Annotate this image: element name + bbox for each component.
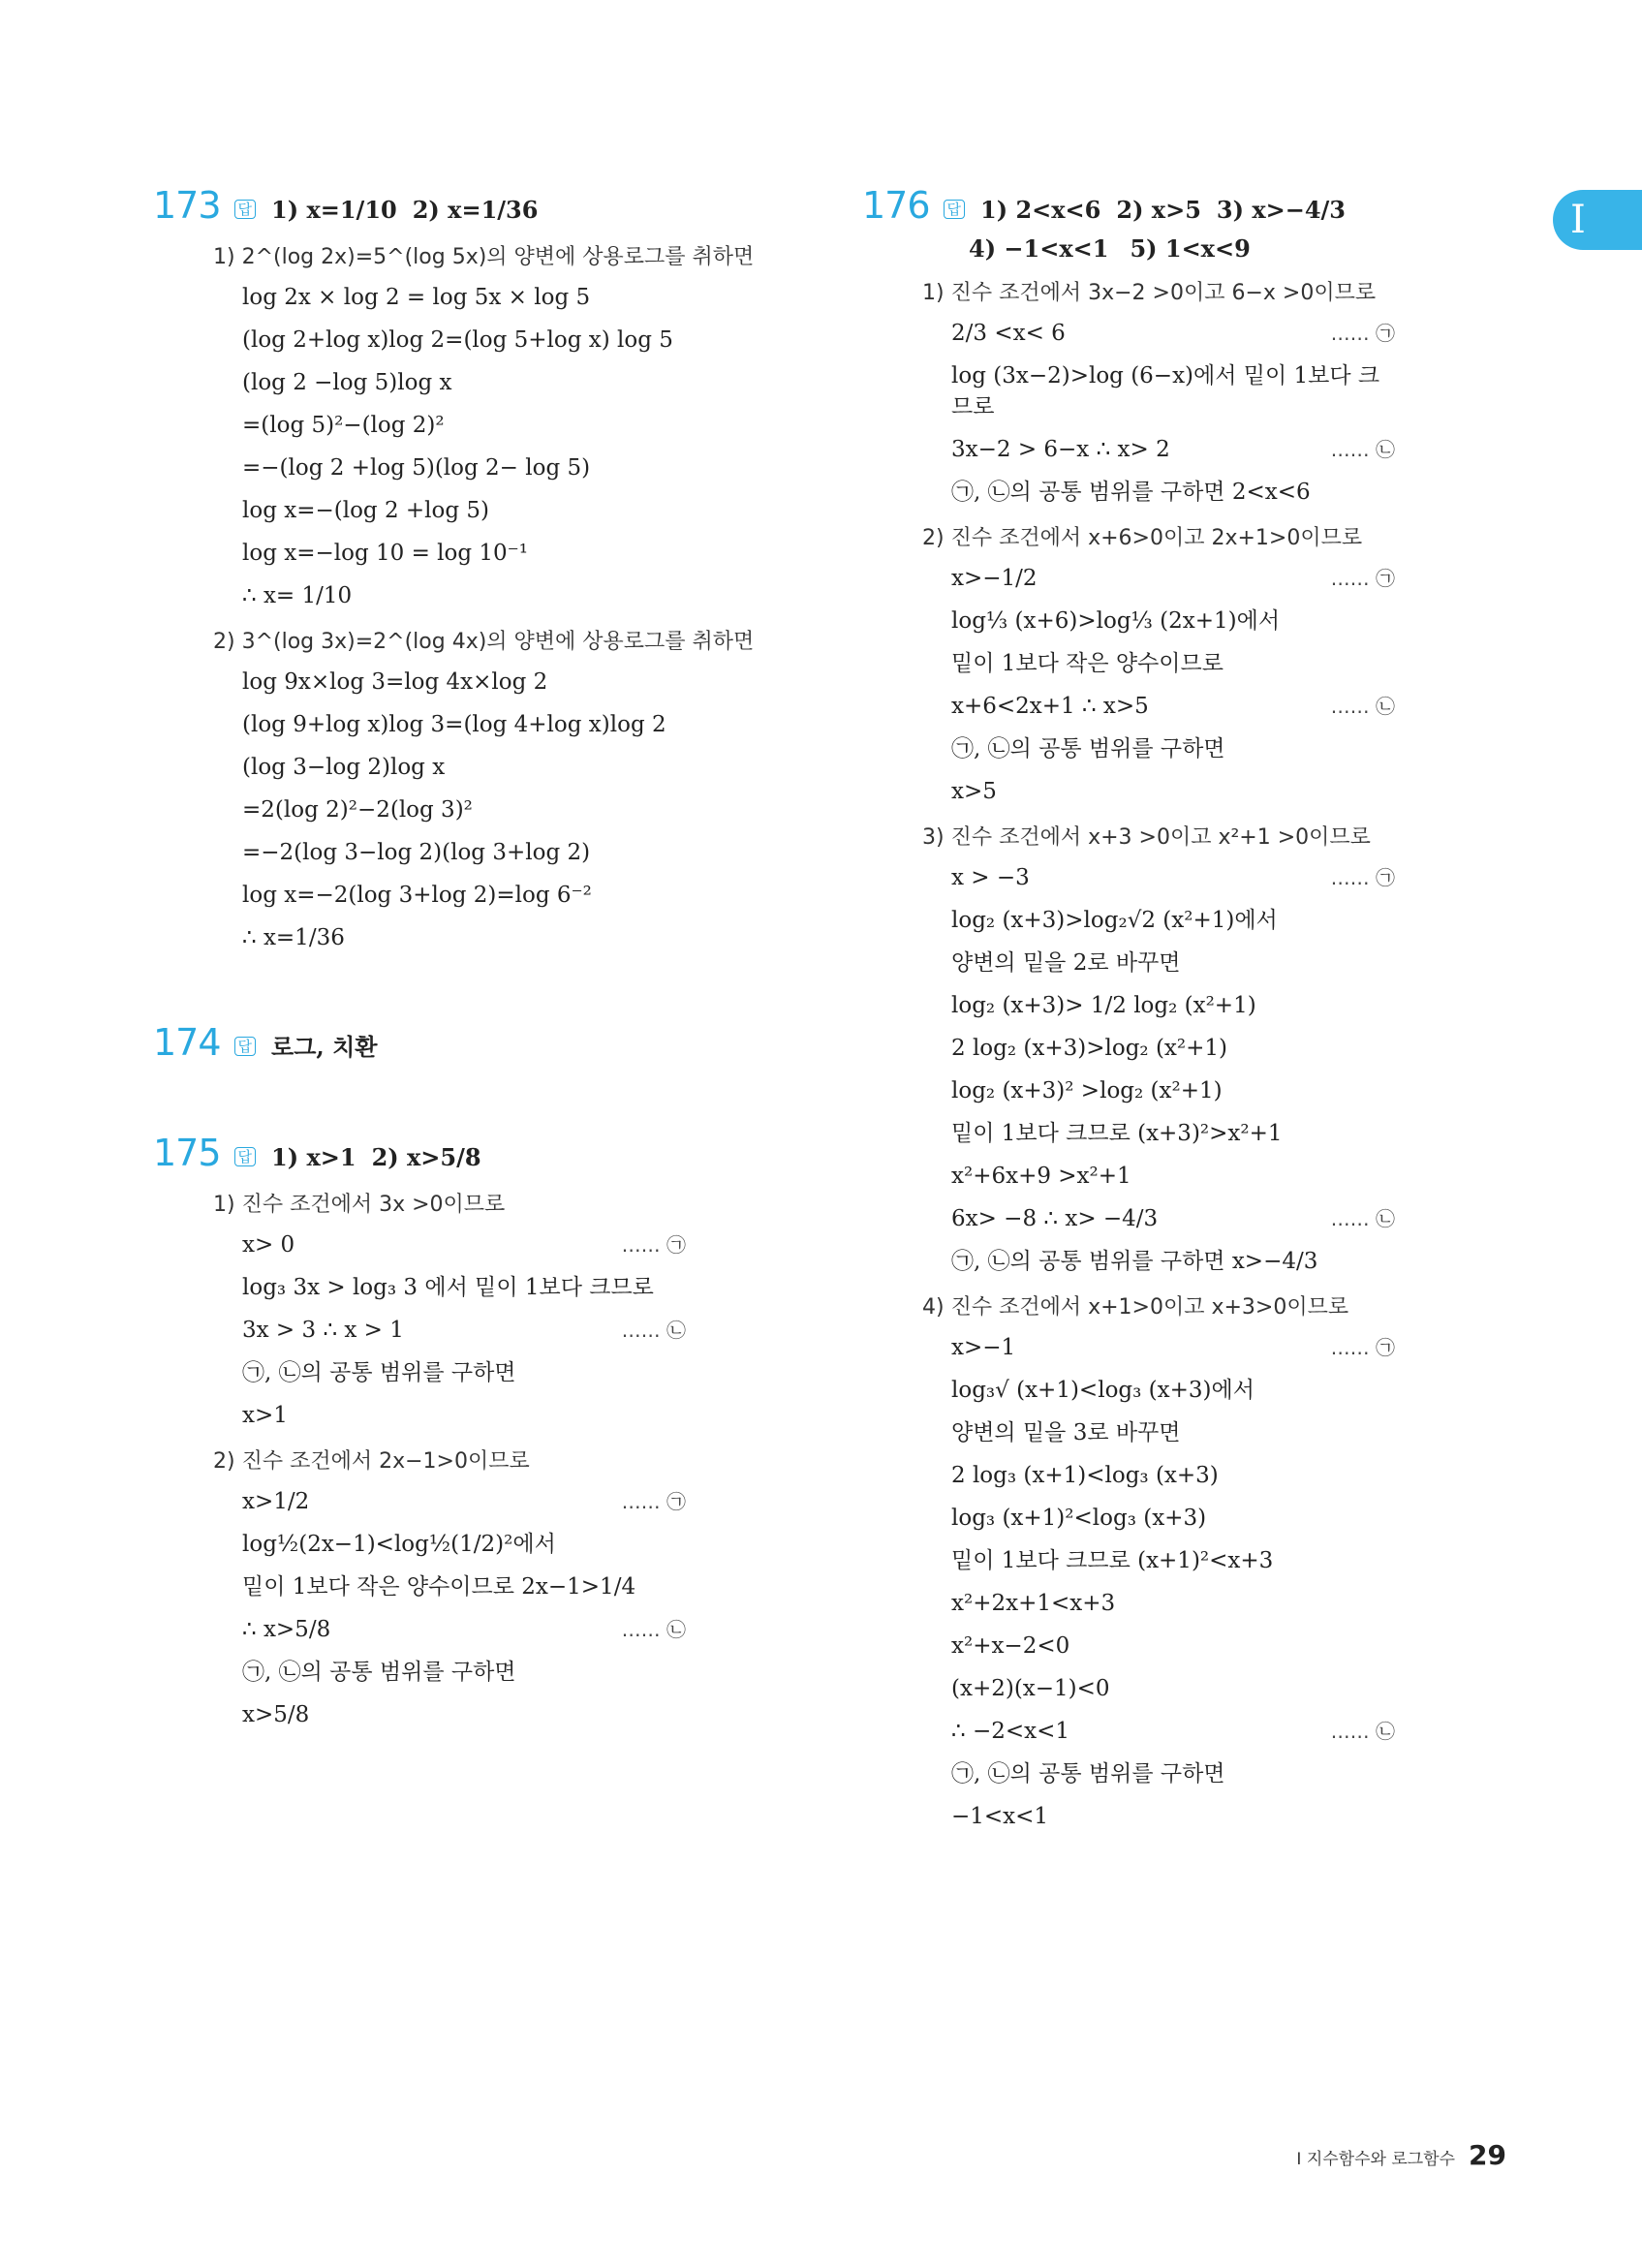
solution-line [951,776,1540,807]
solution-line-text: log x=−(log 2 +log 5) [242,498,490,523]
solution-line-text: x>1 [242,1403,288,1428]
answer: 3) x>−4/3 [1216,196,1347,224]
page-number: 29 [1469,2139,1506,2171]
solution-line-text: ∴ x=1/36 [242,925,345,950]
solution-line [951,1460,1540,1491]
solution-line-text: x²+x−2<0 [951,1633,1070,1659]
solution-line-text: 밑이 1보다 작은 양수이므로 [951,651,1224,676]
solution-line-text: 밑이 1보다 크므로 (x+1)²<x+3 [951,1548,1274,1573]
solution-line [242,1657,831,1688]
solution-line [951,1545,1540,1576]
answer-badge: 답 [234,200,257,219]
solution-line-text: log (3x−2)>log (6−x)에서 밑이 1보다 크므로 [951,363,1380,419]
solution-line-text: 3x−2 > 6−x ∴ x> 2 [951,437,1170,462]
solution-line [951,1631,1540,1662]
solution-line [242,794,831,825]
solution-line [242,1315,831,1346]
solution-line [951,691,1540,722]
answer: 로그, 치환 [271,1033,378,1061]
equation-marker: …… ㉡ [621,1618,686,1641]
solution-line-text: log x=−log 10 = log 10⁻¹ [242,541,529,566]
solution-line [951,1801,1540,1832]
answer: 2) x>5/8 [371,1143,481,1171]
solution-line-text: x+6<2x+1 ∴ x>5 [951,694,1149,719]
solution-line [951,1758,1540,1789]
chapter-tab: I [1553,190,1642,250]
answer: 4) −1<x<1 [969,234,1109,263]
solution-line [951,360,1540,422]
solution-line [951,1588,1540,1619]
solution-line-text: x> 0 [242,1232,295,1258]
problem-number: 175 [153,1132,221,1174]
solution-part-title: 1) 진수 조건에서 3x−2 >0이고 6−x >0이므로 [922,281,1377,305]
problem-header [153,1132,831,1174]
answer-badge: 답 [234,1037,257,1056]
solution-line [242,1699,831,1730]
solution-line-text: log₃ (x+1)²<log₃ (x+3) [951,1506,1207,1531]
solution-line-text: log₂ (x+3)>log₂√2 (x²+1)에서 [951,908,1278,933]
solution-line-text: log₂ (x+3)² >log₂ (x²+1) [951,1078,1223,1103]
problem-number: 173 [153,184,221,227]
solution-line [242,837,831,868]
solution-line [242,1357,831,1388]
solution-line [951,477,1540,508]
solution-part [153,1188,831,1431]
equation-marker: …… ㉡ [1330,1720,1395,1743]
problem-header [153,184,831,227]
solution-line-text: ㉠, ㉡의 공통 범위를 구하면 x>−4/3 [951,1249,1318,1274]
solution-line-text: (x+2)(x−1)<0 [951,1676,1110,1701]
solution-part-title: 4) 진수 조건에서 x+1>0이고 x+3>0이므로 [922,1295,1349,1320]
solution-line-text: 6x> −8 ∴ x> −4/3 [951,1206,1159,1231]
solution-line-text: log₃√ (x+1)<log₃ (x+3)에서 [951,1378,1255,1403]
solution-line [242,752,831,783]
answer: 5) 1<x<9 [1130,234,1251,263]
problem-number: 176 [862,184,930,227]
solution-line-text: x²+6x+9 >x²+1 [951,1164,1131,1189]
solution-line [951,1673,1540,1704]
solution-line [951,948,1540,979]
solution-line-text: ㉠, ㉡의 공통 범위를 구하면 [242,1660,516,1685]
equation-marker: …… ㉡ [1330,1207,1395,1230]
solution-line-text: log½(2x−1)<log½(1/2)²에서 [242,1532,556,1557]
solution-part-title: 2) 진수 조건에서 2x−1>0이므로 [213,1449,530,1474]
solution-line [242,667,831,698]
equation-marker: …… ㉠ [621,1490,686,1513]
solution-line-text: −1<x<1 [951,1804,1049,1829]
solution-line-text: x>5/8 [242,1702,310,1727]
solution-line-text: (log 2 −log 5)log x [242,370,452,395]
answer-badge: 답 [234,1147,257,1166]
solution-line [951,1075,1540,1106]
answer: 1) x=1/10 [271,196,397,224]
solution-line-text: (log 2+log x)log 2=(log 5+log x) log 5 [242,327,673,353]
solution-line-text: ∴ x>5/8 [242,1617,331,1642]
solution-line-text: log x=−2(log 3+log 2)=log 6⁻² [242,883,592,908]
answer-line [969,234,1540,263]
equation-marker: …… ㉡ [1330,695,1395,718]
solution-part [862,276,1540,508]
solution-line [242,538,831,569]
solution-line-text: ㉠, ㉡의 공통 범위를 구하면 [242,1360,516,1385]
solution-line [951,1118,1540,1149]
solution-line [242,1486,831,1517]
solution-part-title: 3) 진수 조건에서 x+3 >0이고 x²+1 >0이므로 [922,825,1371,850]
answer: 2) x>5 [1116,196,1201,224]
solution-line [242,1272,831,1303]
equation-marker: …… ㉠ [621,1233,686,1257]
solution-line [951,606,1540,637]
problem-174 [153,1021,831,1064]
solution-part-title: 2) 3^(log 3x)=2^(log 4x)의 양변에 상용로그를 취하면 [213,630,755,654]
solution-line-text: =2(log 2)²−2(log 3)² [242,797,473,823]
solution-line [951,1161,1540,1192]
footer-chapter: I 지수함수와 로그함수 [1296,2150,1456,2169]
equation-marker: …… ㉠ [1330,1336,1395,1359]
solution-part-title: 2) 진수 조건에서 x+6>0이고 2x+1>0이므로 [922,526,1363,550]
solution-line-text: 양변의 밑을 2로 바꾸면 [951,950,1181,976]
equation-marker: …… ㉠ [1330,322,1395,345]
solution-line [951,1375,1540,1406]
solution-line [242,495,831,526]
solution-line [242,1529,831,1560]
solution-line [242,1571,831,1602]
solution-line [242,367,831,398]
solution-line [951,1246,1540,1277]
solution-line [242,1400,831,1431]
answer: 1) 2<x<6 [980,196,1101,224]
solution-part-title: 1) 진수 조건에서 3x >0이므로 [213,1193,506,1217]
solution-line-text: ∴ −2<x<1 [951,1719,1069,1744]
problem-176 [862,184,1540,1832]
solution-line-text: log₂ (x+3)> 1/2 log₂ (x²+1) [951,993,1256,1018]
equation-marker: …… ㉡ [1330,438,1395,461]
solution-line-text: 밑이 1보다 크므로 (x+3)²>x²+1 [951,1121,1283,1146]
solution-line-text: x > −3 [951,865,1030,890]
solution-line [951,1203,1540,1234]
solution-line [242,410,831,441]
solution-line-text: x²+2x+1<x+3 [951,1591,1116,1616]
solution-line-text: 2 log₃ (x+1)<log₃ (x+3) [951,1463,1219,1488]
solution-line [242,452,831,483]
solution-line [242,709,831,740]
solution-line [951,990,1540,1021]
solution-line-text: 2/3 <x< 6 [951,321,1066,346]
solution-line [951,318,1540,349]
equation-marker: …… ㉡ [621,1319,686,1342]
solution-line [242,1614,831,1645]
solution-line [951,862,1540,893]
solution-part [862,821,1540,1277]
problem-number: 174 [153,1021,221,1064]
solution-line-text: 밑이 1보다 작은 양수이므로 2x−1>1/4 [242,1574,636,1600]
solution-line-text: x>5 [951,779,997,804]
solution-line [951,1716,1540,1747]
equation-marker: …… ㉠ [1330,866,1395,889]
solution-line-text: =(log 5)²−(log 2)² [242,413,445,438]
left-column [153,184,831,1798]
answer-badge: 답 [944,200,966,219]
solution-line-text: x>−1/2 [951,566,1038,591]
solution-line [242,325,831,356]
solution-line [951,1332,1540,1363]
solution-line-text: 2 log₂ (x+3)>log₂ (x²+1) [951,1036,1227,1061]
answer: 1) x>1 [271,1143,356,1171]
solution-line-text: 3x > 3 ∴ x > 1 [242,1318,404,1343]
solution-line [951,1417,1540,1448]
solution-line-text: =−2(log 3−log 2)(log 3+log 2) [242,840,591,865]
solution-line-text: x>1/2 [242,1489,310,1514]
solution-part [153,240,831,611]
solution-line-text: ㉠, ㉡의 공통 범위를 구하면 [951,1761,1225,1786]
solution-line [951,434,1540,465]
solution-line-text: ∴ x= 1/10 [242,583,353,608]
solution-line [242,922,831,953]
solution-part [153,1445,831,1730]
solution-line-text: =−(log 2 +log 5)(log 2− log 5) [242,455,591,481]
solution-line [242,1229,831,1260]
solution-part [862,521,1540,807]
solution-line [951,1503,1540,1534]
solution-line [951,733,1540,764]
problem-header [862,184,1540,227]
solution-line [242,282,831,313]
solution-line [951,905,1540,936]
solution-line [951,563,1540,594]
solution-part [862,1290,1540,1832]
solution-line-text: log 2x × log 2 = log 5x × log 5 [242,285,591,310]
solution-line-text: log 9x×log 3=log 4x×log 2 [242,669,548,695]
solution-line-text: 양변의 밑을 3로 바꾸면 [951,1420,1181,1445]
solution-line [242,580,831,611]
solution-line-text: ㉠, ㉡의 공통 범위를 구하면 2<x<6 [951,480,1311,505]
footer [1296,2139,1506,2171]
problem-173 [153,184,831,953]
solution-part [153,625,831,953]
problem-175 [153,1132,831,1730]
solution-line-text: log⅓ (x+6)>log⅓ (2x+1)에서 [951,608,1281,634]
right-column [862,184,1540,1900]
solution-part-title: 1) 2^(log 2x)=5^(log 5x)의 양변에 상용로그를 취하면 [213,245,755,269]
problem-header [153,1021,831,1064]
solution-line [951,1033,1540,1064]
solution-line-text: ㉠, ㉡의 공통 범위를 구하면 [951,736,1225,761]
solution-line [951,648,1540,679]
solution-line-text: x>−1 [951,1335,1016,1360]
solution-line-text: (log 9+log x)log 3=(log 4+log x)log 2 [242,712,666,737]
solution-line-text: (log 3−log 2)log x [242,755,446,780]
solution-line-text: log₃ 3x > log₃ 3 에서 밑이 1보다 크므로 [242,1275,654,1300]
answer: 2) x=1/36 [412,196,539,224]
equation-marker: …… ㉠ [1330,567,1395,590]
solution-line [242,880,831,911]
